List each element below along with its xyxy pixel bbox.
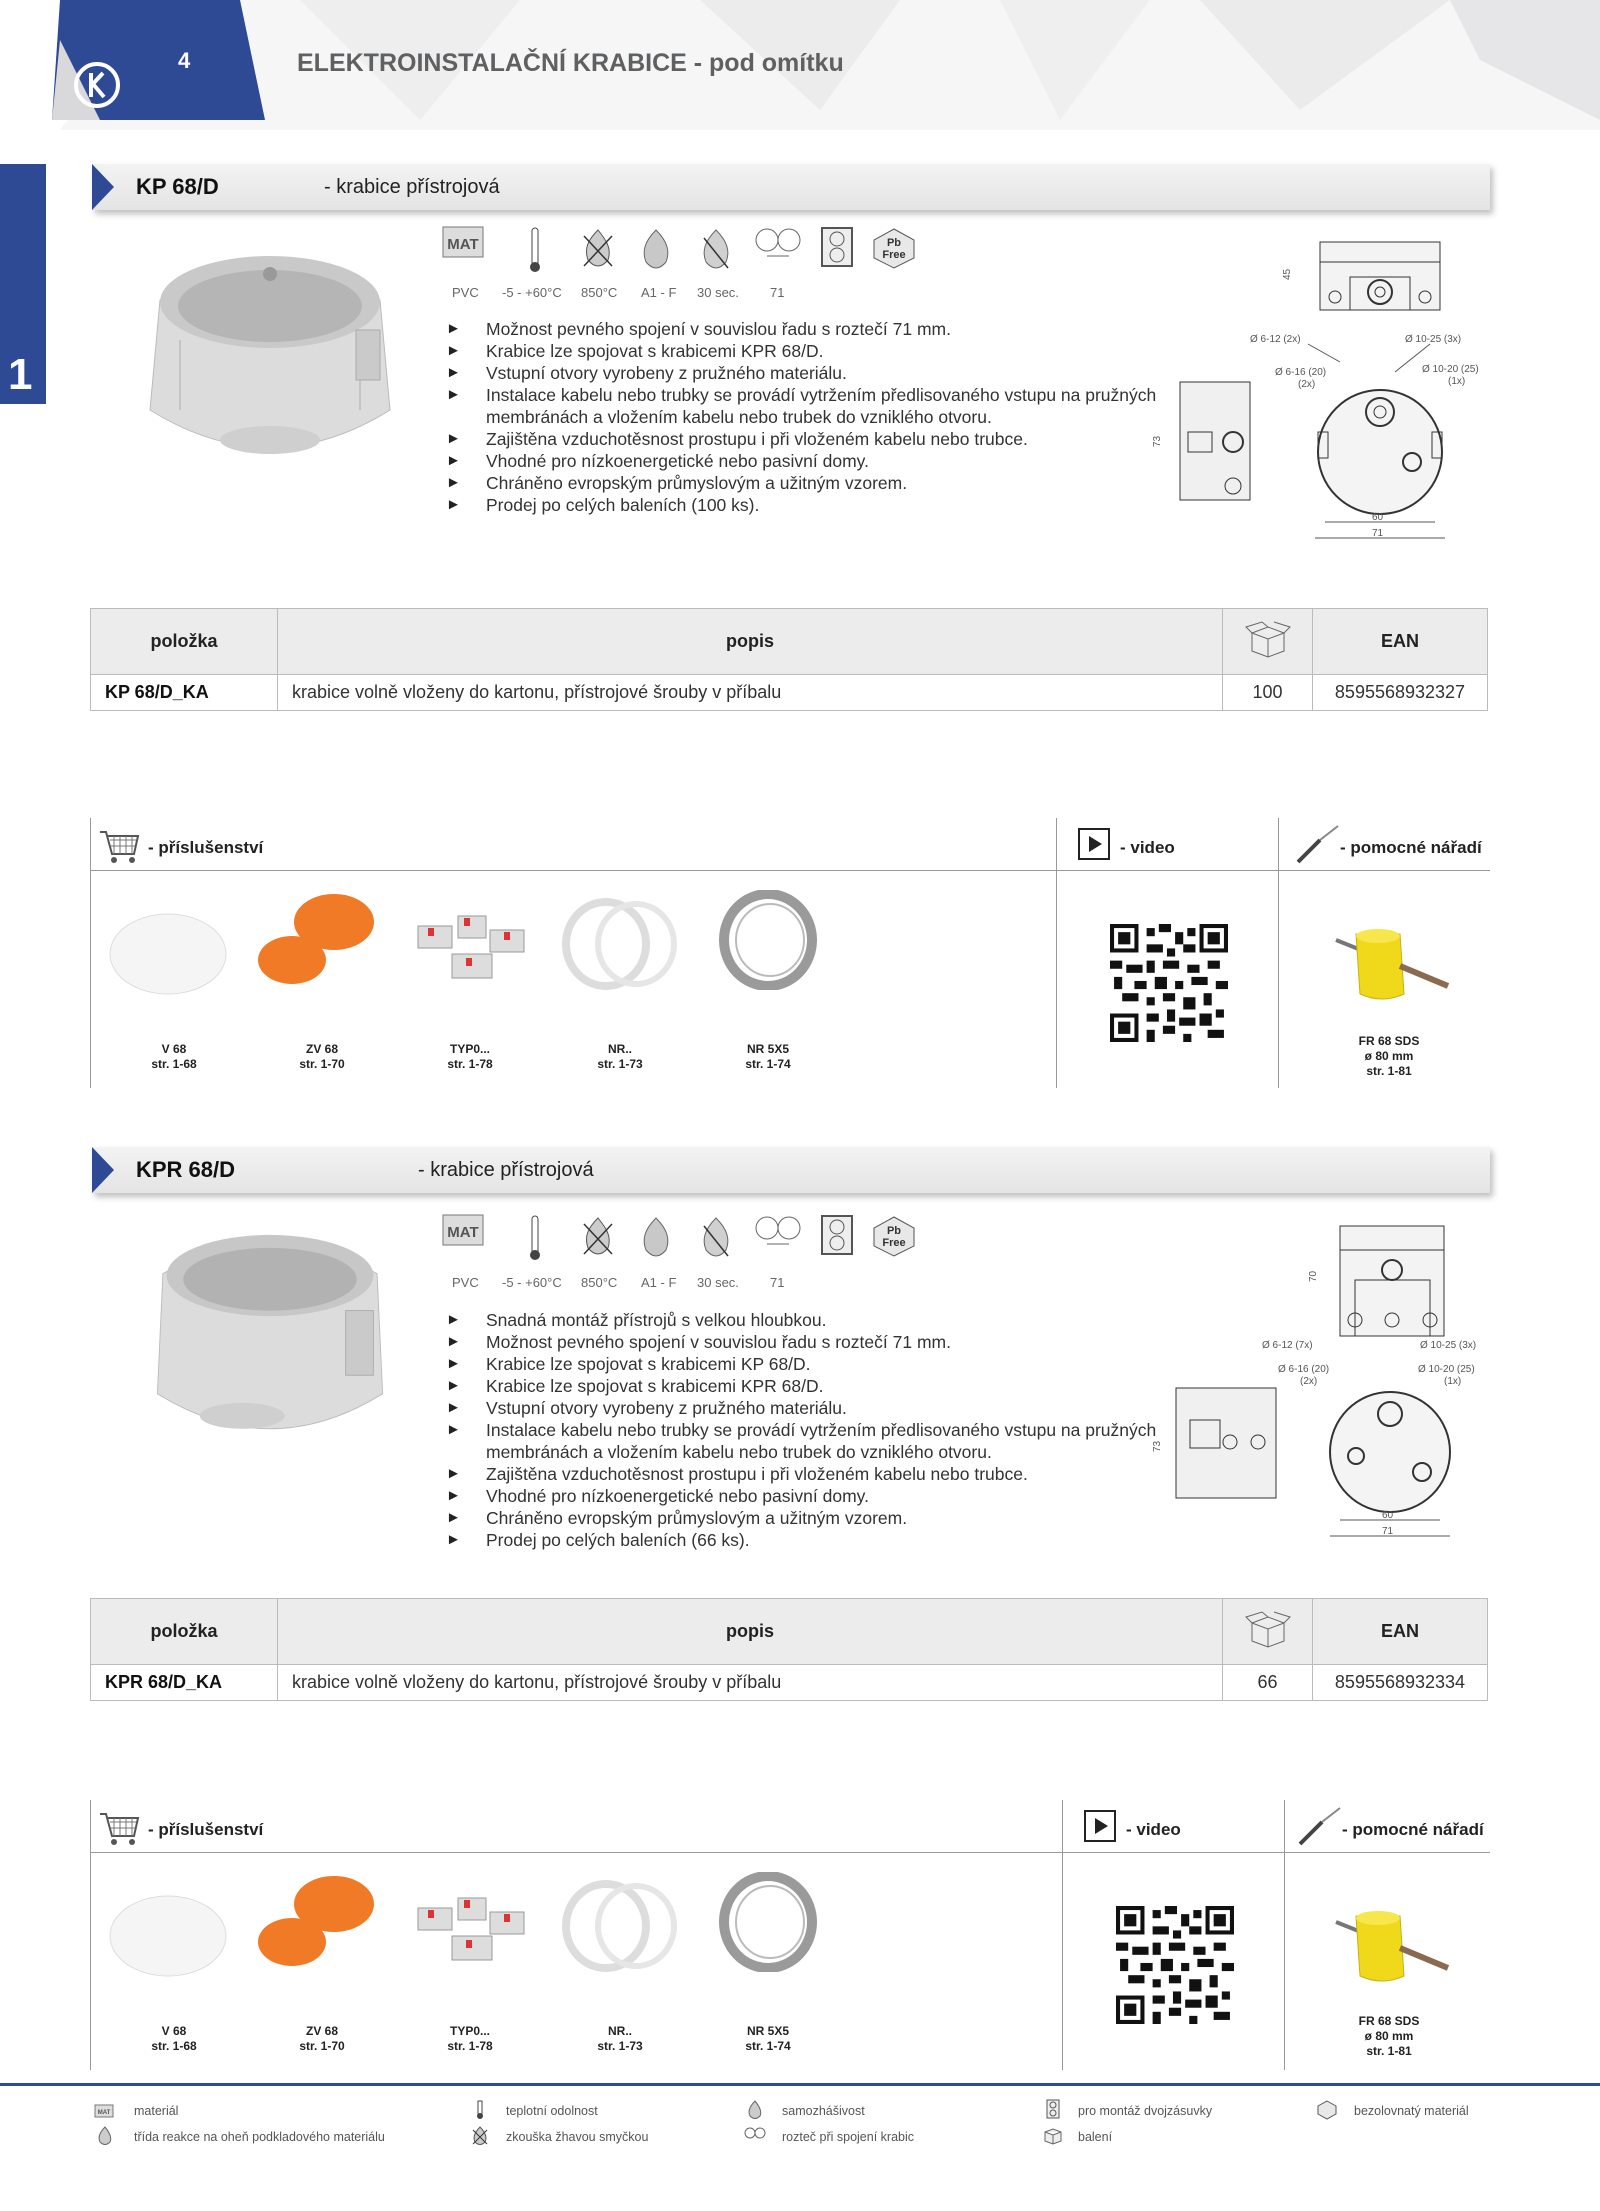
accessory-item[interactable]: ZV 68 str. 1-70 bbox=[299, 1042, 345, 1071]
svg-text:Ø 10-20 (25): Ø 10-20 (25) bbox=[1418, 1364, 1475, 1375]
svg-text:MAT: MAT bbox=[447, 1224, 479, 1241]
product-code: KPR 68/D bbox=[136, 1157, 236, 1182]
box-spacing-icon bbox=[754, 1214, 802, 1254]
self-extinguish-icon bbox=[696, 226, 736, 274]
feature-item: ► Snadná montáž přístrojů s velkou hloubkou. bbox=[446, 1309, 1166, 1331]
feature-item: ► Zajištěna vzduchotěsnost prostupu i při vloženém kabelu nebo trubce. bbox=[446, 1463, 1166, 1485]
double-socket-icon bbox=[820, 226, 854, 268]
svg-text:60: 60 bbox=[1372, 512, 1384, 523]
video-qr-code[interactable] bbox=[1116, 1906, 1234, 2024]
feature-item: ► Vhodné pro nízkoenergetické nebo pasivní domy. bbox=[446, 450, 1166, 472]
feature-item: ► Prodej po celých baleních (66 ks). bbox=[446, 1529, 1166, 1551]
svg-text:Ø 10-25 (3x): Ø 10-25 (3x) bbox=[1405, 334, 1462, 345]
icon-label-extinguish: 30 sec. bbox=[697, 285, 739, 300]
svg-text:(1x): (1x) bbox=[1444, 1376, 1462, 1387]
cell-desc: krabice volně vloženy do kartonu, přístrojové šrouby v příbalu bbox=[278, 675, 1223, 711]
accessory-item[interactable]: NR 5X5 str. 1-74 bbox=[745, 2024, 791, 2053]
accessory-item[interactable]: TYP0... str. 1-78 bbox=[447, 1042, 493, 1071]
table-row bbox=[91, 1665, 1488, 1701]
page-number: 4 bbox=[178, 48, 191, 73]
legend-item: balení bbox=[1078, 2130, 1113, 2144]
svg-text:(2x): (2x) bbox=[1298, 379, 1316, 390]
accessory-item[interactable]: NR 5X5 str. 1-74 bbox=[745, 1042, 791, 1071]
svg-text:MAT: MAT bbox=[97, 2110, 111, 2116]
lead-free-icon bbox=[1316, 2100, 1338, 2120]
double-socket-icon bbox=[1046, 2099, 1060, 2119]
feature-item: ► Chráněno evropským průmyslovým a užitným vzorem. bbox=[446, 1507, 1166, 1529]
page-title: ELEKTROINSTALAČNÍ KRABICE - pod omítku bbox=[297, 49, 844, 77]
legend-item: pro montáž dvojzásuvky bbox=[1078, 2104, 1213, 2118]
col-header-desc: popis bbox=[278, 1599, 1223, 1665]
accessory-image-typ0[interactable] bbox=[408, 1882, 538, 1972]
col-header-package bbox=[1223, 609, 1313, 675]
cell-ean: 8595568932327 bbox=[1313, 675, 1488, 711]
accessory-image-nr5x5[interactable] bbox=[718, 890, 818, 990]
legend-item: třída reakce na oheň podkladového materiálu bbox=[134, 2130, 385, 2144]
video-play-icon[interactable] bbox=[1084, 1810, 1116, 1842]
technical-drawing-kp68d bbox=[1140, 232, 1480, 552]
icon-label-fire-class: A1 - F bbox=[641, 285, 677, 300]
tool-item[interactable]: FR 68 SDS ø 80 mm str. 1-81 bbox=[1358, 2014, 1420, 2058]
property-icons bbox=[442, 226, 922, 280]
chapter-tab: 1 bbox=[0, 164, 46, 404]
glow-wire-icon bbox=[578, 226, 618, 274]
feature-list-kp68d bbox=[446, 318, 1166, 516]
feature-item: ► Instalace kabelu nebo trubky se provádí vytržením předlisovaného vstupu na pružných membránách a vložením kabelu nebo trubek do vzniklého otvoru. bbox=[446, 1419, 1166, 1463]
accessory-item[interactable]: NR.. str. 1-73 bbox=[597, 2024, 643, 2053]
svg-text:Ø 10-25 (3x): Ø 10-25 (3x) bbox=[1420, 1340, 1477, 1351]
cell-qty: 66 bbox=[1223, 1665, 1313, 1701]
svg-text:60: 60 bbox=[1382, 1510, 1394, 1521]
icon-label-glow-wire: 850°C bbox=[581, 285, 618, 300]
cell-item: KPR 68/D_KA bbox=[91, 1665, 278, 1701]
accessory-image-nr5x5[interactable] bbox=[718, 1872, 818, 1972]
product-code: KP 68/D bbox=[136, 174, 219, 199]
property-icons bbox=[442, 1214, 922, 1268]
tool-item[interactable]: FR 68 SDS ø 80 mm str. 1-81 bbox=[1358, 1034, 1420, 1078]
cell-desc: krabice volně vloženy do kartonu, přístrojové šrouby v příbalu bbox=[278, 1665, 1223, 1701]
mat-icon bbox=[94, 2104, 114, 2118]
product-subtitle: - krabice přístrojová bbox=[324, 176, 500, 198]
logo-icon bbox=[72, 60, 122, 110]
product-subtitle: - krabice přístrojová bbox=[418, 1159, 594, 1181]
box-icon bbox=[1244, 1609, 1292, 1649]
lead-free-icon bbox=[870, 1214, 918, 1258]
svg-text:45: 45 bbox=[1282, 268, 1293, 280]
box-spacing-icon bbox=[744, 2126, 766, 2142]
icon-label-material: PVC bbox=[452, 285, 479, 300]
col-header-item: položka bbox=[91, 609, 278, 675]
feature-item: ► Prodej po celých baleních (100 ks). bbox=[446, 494, 1166, 516]
svg-text:Free: Free bbox=[882, 249, 906, 261]
footer-divider bbox=[0, 2083, 1600, 2086]
accessory-image-zv68[interactable] bbox=[250, 890, 380, 990]
svg-text:Pb: Pb bbox=[886, 1225, 902, 1237]
accessories-block-1 bbox=[90, 818, 1490, 1088]
svg-text:71: 71 bbox=[1372, 528, 1384, 539]
thermometer-icon bbox=[528, 226, 542, 274]
svg-text:71: 71 bbox=[1382, 1526, 1394, 1537]
video-play-icon[interactable] bbox=[1078, 828, 1110, 860]
feature-item: ► Vstupní otvory vyrobeny z pružného materiálu. bbox=[446, 1397, 1166, 1419]
col-header-package bbox=[1223, 1599, 1313, 1665]
accessory-image-nr[interactable] bbox=[558, 894, 682, 994]
fire-class-icon bbox=[636, 1214, 676, 1262]
accessory-item[interactable]: ZV 68 str. 1-70 bbox=[299, 2024, 345, 2053]
cart-icon bbox=[98, 826, 140, 866]
tool-image-fr68[interactable] bbox=[1316, 914, 1466, 1024]
col-header-desc: popis bbox=[278, 609, 1223, 675]
icon-label-spacing: 71 bbox=[770, 285, 785, 300]
svg-text:Free: Free bbox=[882, 1237, 906, 1249]
accessory-image-typ0[interactable] bbox=[408, 900, 538, 990]
svg-text:Ø 10-20 (25): Ø 10-20 (25) bbox=[1422, 364, 1479, 375]
icon-label-temperature: -5 - +60°C bbox=[502, 1275, 562, 1290]
accessory-image-nr[interactable] bbox=[558, 1876, 682, 1976]
legend-item: rozteč při spojení krabic bbox=[782, 2130, 915, 2144]
video-qr-code[interactable] bbox=[1110, 924, 1228, 1042]
mat-icon bbox=[442, 226, 484, 262]
self-extinguish-icon bbox=[746, 2100, 764, 2120]
col-header-item: položka bbox=[91, 1599, 278, 1665]
table-header-row bbox=[91, 1599, 1488, 1665]
svg-text:MAT: MAT bbox=[447, 236, 479, 253]
self-extinguish-icon bbox=[696, 1214, 736, 1262]
box-icon bbox=[1244, 619, 1292, 659]
accessory-image-zv68[interactable] bbox=[250, 1872, 380, 1972]
feature-item: ► Možnost pevného spojení v souvislou řadu s roztečí 71 mm. bbox=[446, 318, 1166, 340]
glow-wire-icon bbox=[470, 2126, 490, 2146]
product-photo-kp68d bbox=[120, 240, 420, 480]
thermometer-icon bbox=[528, 1214, 542, 1262]
feature-item: ► Vhodné pro nízkoenergetické nebo pasivní domy. bbox=[446, 1485, 1166, 1507]
feature-item: ► Možnost pevného spojení v souvislou řadu s roztečí 71 mm. bbox=[446, 1331, 1166, 1353]
thermometer-icon bbox=[476, 2100, 484, 2120]
accessory-item[interactable]: NR.. str. 1-73 bbox=[597, 1042, 643, 1071]
product-title-bar bbox=[92, 164, 1490, 210]
feature-item: ► Krabice lze spojovat s krabicemi KPR 68/D. bbox=[446, 340, 1166, 362]
accessories-block-2 bbox=[90, 1800, 1490, 2070]
feature-item: ► Krabice lze spojovat s krabicemi KP 68/D. bbox=[446, 1353, 1166, 1375]
feature-item: ► Vstupní otvory vyrobeny z pružného materiálu. bbox=[446, 362, 1166, 384]
feature-list-kpr68d bbox=[446, 1309, 1166, 1551]
cell-item: KP 68/D_KA bbox=[91, 675, 278, 711]
col-header-ean: EAN bbox=[1313, 609, 1488, 675]
table-row bbox=[91, 675, 1488, 711]
icon-label-extinguish: 30 sec. bbox=[697, 1275, 739, 1290]
cart-icon bbox=[98, 1808, 140, 1848]
svg-text:Ø 6-16 (20): Ø 6-16 (20) bbox=[1278, 1364, 1330, 1375]
col-header-ean: EAN bbox=[1313, 1599, 1488, 1665]
fire-class-icon bbox=[636, 226, 676, 274]
accessory-item[interactable]: TYP0... str. 1-78 bbox=[447, 2024, 493, 2053]
spec-table-kpr68d bbox=[90, 1598, 1488, 1701]
legend-item: materiál bbox=[134, 2104, 179, 2118]
tool-label: - pomocné nářadí bbox=[1340, 838, 1482, 857]
accessory-item[interactable]: V 68 str. 1-68 bbox=[151, 1042, 197, 1071]
svg-text:73: 73 bbox=[1152, 1440, 1163, 1452]
icon-label-temperature: -5 - +60°C bbox=[502, 285, 562, 300]
fire-class-icon bbox=[96, 2126, 114, 2146]
double-socket-icon bbox=[820, 1214, 854, 1256]
legend-item: samozhášivost bbox=[782, 2104, 865, 2118]
table-header-row bbox=[91, 609, 1488, 675]
mat-icon bbox=[442, 1214, 484, 1250]
svg-text:(2x): (2x) bbox=[1300, 1376, 1318, 1387]
tool-image-fr68[interactable] bbox=[1316, 1896, 1466, 2006]
legend-item: bezolovnatý materiál bbox=[1354, 2104, 1469, 2118]
cell-ean: 8595568932334 bbox=[1313, 1665, 1488, 1701]
svg-text:73: 73 bbox=[1152, 435, 1163, 447]
feature-item: ► Chráněno evropským průmyslovým a užitným vzorem. bbox=[446, 472, 1166, 494]
svg-text:Ø 6-12 (7x): Ø 6-12 (7x) bbox=[1262, 1340, 1313, 1351]
svg-text:Pb: Pb bbox=[886, 237, 902, 249]
box-icon bbox=[1042, 2126, 1064, 2146]
legend-item: zkouška žhavou smyčkou bbox=[506, 2130, 649, 2144]
video-label: - video bbox=[1126, 1820, 1181, 1839]
svg-text:(1x): (1x) bbox=[1448, 376, 1466, 387]
spec-table-kp68d bbox=[90, 608, 1488, 711]
icon-label-glow-wire: 850°C bbox=[581, 1275, 618, 1290]
icon-label-spacing: 71 bbox=[770, 1275, 785, 1290]
lead-free-icon bbox=[870, 226, 918, 270]
feature-item: ► Instalace kabelu nebo trubky se provádí vytržením předlisovaného vstupu na pružných membránách a vložením kabelu nebo trubek do vzniklého otvoru. bbox=[446, 384, 1166, 428]
accessory-image-v68[interactable] bbox=[106, 1890, 230, 1980]
icon-label-material: PVC bbox=[452, 1275, 479, 1290]
cell-qty: 100 bbox=[1223, 675, 1313, 711]
feature-item: ► Krabice lze spojovat s krabicemi KPR 68/D. bbox=[446, 1375, 1166, 1397]
tool-label: - pomocné nářadí bbox=[1342, 1820, 1484, 1839]
glow-wire-icon bbox=[578, 1214, 618, 1262]
product-title-bar bbox=[92, 1147, 1490, 1193]
legend-item: teplotní odolnost bbox=[506, 2104, 598, 2118]
accessory-item[interactable]: V 68 str. 1-68 bbox=[151, 2024, 197, 2053]
accessories-label: - příslušenství bbox=[148, 1820, 264, 1839]
svg-text:70: 70 bbox=[1308, 1270, 1319, 1282]
box-spacing-icon bbox=[754, 226, 802, 266]
technical-drawing-kpr68d bbox=[1150, 1220, 1490, 1550]
icon-label-fire-class: A1 - F bbox=[641, 1275, 677, 1290]
screwdriver-icon bbox=[1296, 1804, 1344, 1848]
screwdriver-icon bbox=[1294, 822, 1342, 866]
svg-text:Ø 6-16 (20): Ø 6-16 (20) bbox=[1275, 367, 1327, 378]
accessories-label: - příslušenství bbox=[148, 838, 264, 857]
svg-text:Ø 6-12 (2x): Ø 6-12 (2x) bbox=[1250, 334, 1301, 345]
feature-item: ► Zajištěna vzduchotěsnost prostupu i při vloženém kabelu nebo trubce. bbox=[446, 428, 1166, 450]
accessory-image-v68[interactable] bbox=[106, 908, 230, 998]
video-label: - video bbox=[1120, 838, 1175, 857]
product-photo-kpr68d bbox=[120, 1222, 420, 1462]
